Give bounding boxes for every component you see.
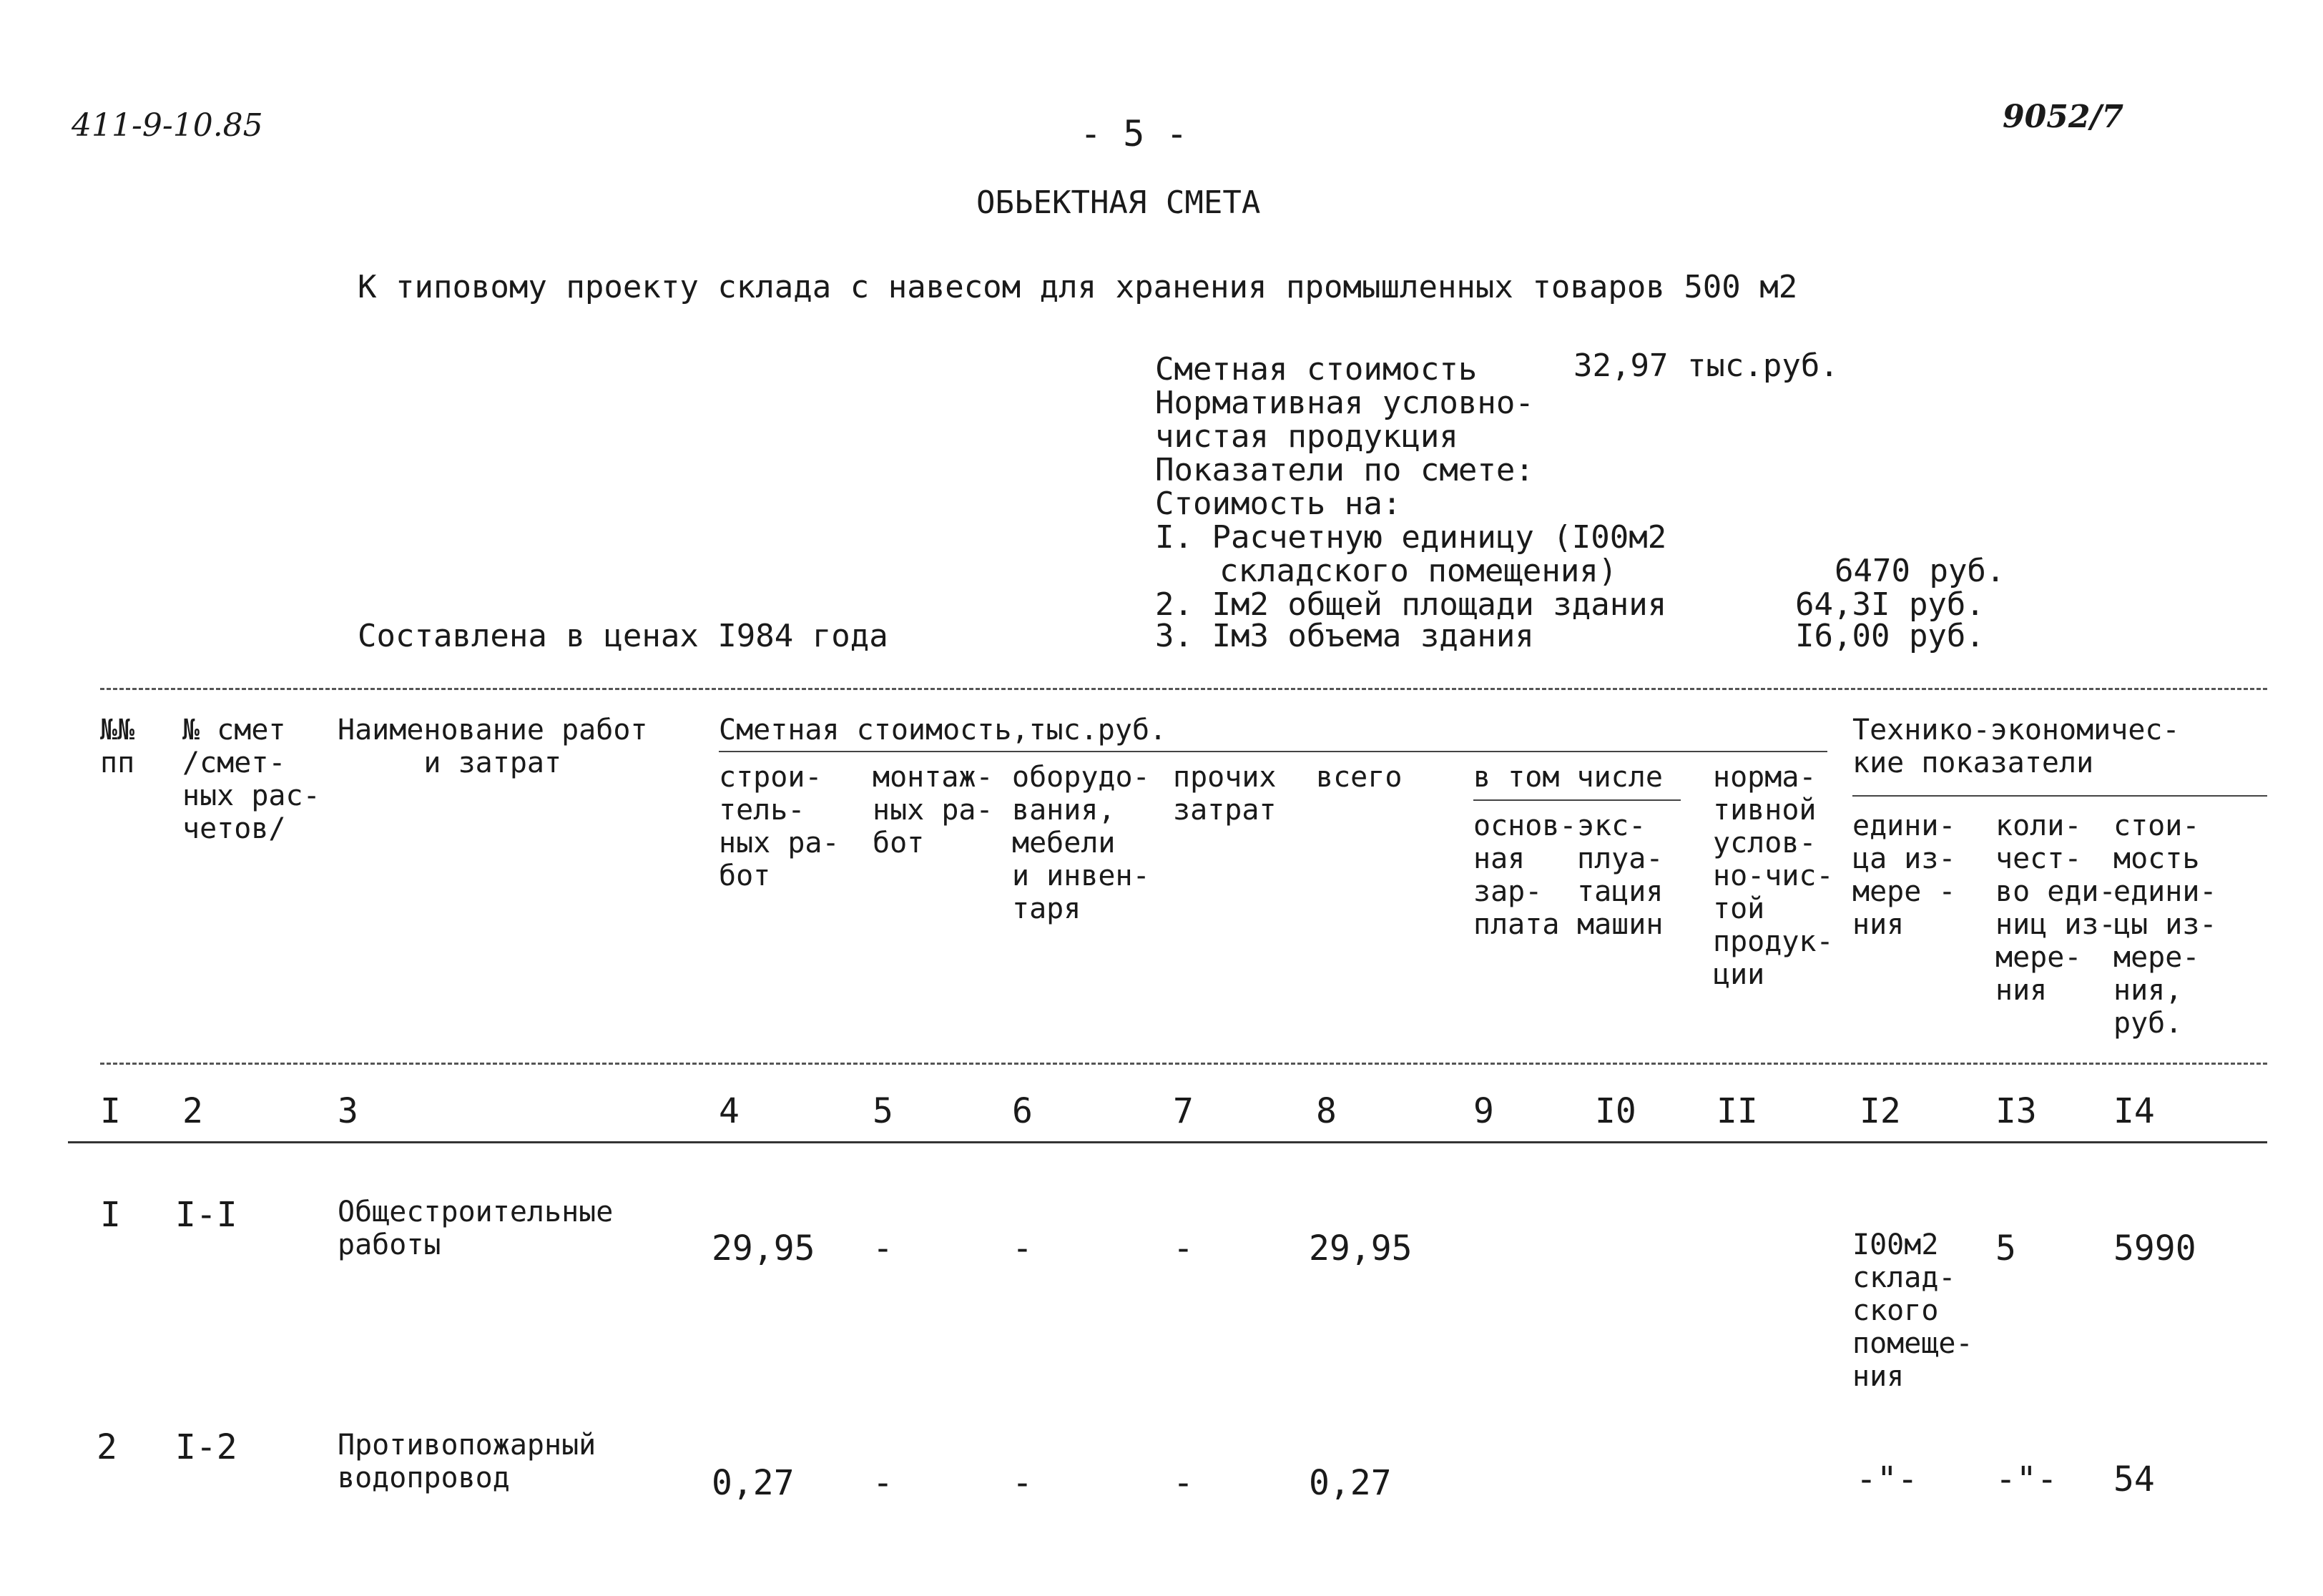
indicator-1-label-cont: складского помещения) bbox=[1219, 553, 1618, 589]
table-row-number: 2 bbox=[97, 1427, 117, 1467]
normative-product-label-2: чистая продукция bbox=[1155, 418, 1458, 455]
table-row-unit-cost: 54 bbox=[2113, 1459, 2155, 1499]
cost-group-rule bbox=[719, 751, 1827, 752]
table-row-unit-cost: 5990 bbox=[2113, 1228, 2196, 1269]
column-number: 9 bbox=[1473, 1091, 1494, 1131]
document-code: 411-9-10.85 bbox=[72, 107, 263, 144]
table-top-rule bbox=[100, 688, 2267, 690]
column-number: I bbox=[100, 1091, 121, 1131]
column-number: 2 bbox=[182, 1091, 203, 1131]
table-row-other: - bbox=[1173, 1463, 1194, 1503]
table-row-other: - bbox=[1173, 1228, 1194, 1269]
header-unit: едини- ца из- мере - ния bbox=[1852, 809, 1956, 941]
table-row-name: Противопожарный водопровод bbox=[338, 1429, 596, 1494]
indicator-1-label: I. Расчетную единицу (I00м2 bbox=[1155, 519, 1667, 556]
header-tech-group: Технико-экономичес- кие показатели bbox=[1852, 714, 2180, 779]
estimated-cost-label: Сметная стоимость bbox=[1155, 351, 1478, 388]
column-numbers-rule bbox=[68, 1141, 2267, 1143]
table-row-number: I bbox=[100, 1195, 121, 1235]
normative-product-label-1: Нормативная условно- bbox=[1155, 385, 1534, 421]
table-row-estimate: I-I bbox=[175, 1195, 237, 1235]
column-number: 8 bbox=[1316, 1091, 1337, 1131]
header-unit-cost: стои- мость едини- цы из- мере- ния, руб. bbox=[2113, 809, 2217, 1040]
cost-on-label: Стоимость на: bbox=[1155, 486, 1402, 522]
table-row-construction: 29,95 bbox=[712, 1228, 815, 1269]
header-normative-product: норма- тивной услов- но-чис- той продук- ции bbox=[1713, 761, 1834, 991]
indicator-3-label: 3. Iм3 объема здания bbox=[1155, 618, 1534, 654]
indicator-2-value: 64,3I руб. bbox=[1795, 586, 1985, 623]
prices-year-note: Составлена в ценах I984 года bbox=[358, 618, 888, 654]
header-work-name: Наименование работ и затрат bbox=[338, 714, 648, 779]
table-row-installation: - bbox=[873, 1463, 893, 1503]
tech-group-rule bbox=[1852, 795, 2267, 797]
column-number: I4 bbox=[2113, 1091, 2155, 1131]
column-number: I2 bbox=[1860, 1091, 1901, 1131]
header-construction: строи- тель- ных ра- бот bbox=[719, 761, 840, 892]
table-row-quantity: -"- bbox=[1995, 1459, 2058, 1499]
column-number: I3 bbox=[1995, 1091, 2037, 1131]
table-row-unit: -"- bbox=[1856, 1459, 1918, 1499]
including-group-rule bbox=[1473, 799, 1681, 801]
column-number: I0 bbox=[1595, 1091, 1636, 1131]
table-row-estimate: I-2 bbox=[175, 1427, 237, 1467]
table-row-quantity: 5 bbox=[1995, 1228, 2016, 1269]
header-installation: монтаж- ных ра- бот bbox=[873, 761, 993, 859]
indicator-3-value: I6,00 руб. bbox=[1795, 618, 1985, 654]
table-row-total: 29,95 bbox=[1309, 1228, 1413, 1269]
table-row-construction: 0,27 bbox=[712, 1463, 795, 1503]
header-other-costs: прочих затрат bbox=[1173, 761, 1277, 827]
header-cost-group: Сметная стоимость,тыс.руб. bbox=[719, 714, 1167, 747]
table-row-installation: - bbox=[873, 1228, 893, 1269]
header-bottom-rule bbox=[100, 1063, 2267, 1065]
table-row-total: 0,27 bbox=[1309, 1463, 1392, 1503]
header-estimate-number: № смет /смет- ных рас- четов/ bbox=[182, 714, 320, 845]
header-including-group: в том числе bbox=[1473, 761, 1663, 794]
inventory-number: 9052/7 bbox=[2003, 99, 2124, 135]
column-number: II bbox=[1717, 1091, 1758, 1131]
header-machine-operation: экс- плуа- тация машин bbox=[1577, 809, 1664, 941]
table-row-name: Общестроительные работы bbox=[338, 1196, 614, 1261]
indicator-2-label: 2. Iм2 общей площади здания bbox=[1155, 586, 1667, 623]
column-number: 4 bbox=[719, 1091, 740, 1131]
column-number: 3 bbox=[338, 1091, 358, 1131]
header-quantity: коли- чест- во еди- ниц из- мере- ния bbox=[1995, 809, 2116, 1007]
table-row-equipment: - bbox=[1012, 1228, 1033, 1269]
table-row-unit: I00м2 склад- ского помеще- ния bbox=[1852, 1228, 1973, 1393]
column-number: 5 bbox=[873, 1091, 893, 1131]
column-number: 6 bbox=[1012, 1091, 1033, 1131]
indicator-1-value: 6470 руб. bbox=[1835, 553, 2005, 589]
header-total: всего bbox=[1316, 761, 1403, 794]
header-row-number: №№ пп bbox=[100, 714, 135, 779]
document-title: ОБЬЕКТНАЯ СМЕТА bbox=[976, 184, 1261, 221]
page-number: - 5 - bbox=[1080, 113, 1188, 154]
indicators-label: Показатели по смете: bbox=[1155, 452, 1534, 488]
estimated-cost-value: 32,97 тыс.руб. bbox=[1573, 348, 1839, 384]
header-base-salary: основ- ная зар- плата bbox=[1473, 809, 1577, 941]
column-number: 7 bbox=[1173, 1091, 1194, 1131]
header-equipment: оборудо- вания, мебели и инвен- таря bbox=[1012, 761, 1150, 925]
table-row-equipment: - bbox=[1012, 1463, 1033, 1503]
document-subtitle: К типовому проекту склада с навесом для хранения промышленных товаров 500 м2 bbox=[358, 269, 1798, 305]
